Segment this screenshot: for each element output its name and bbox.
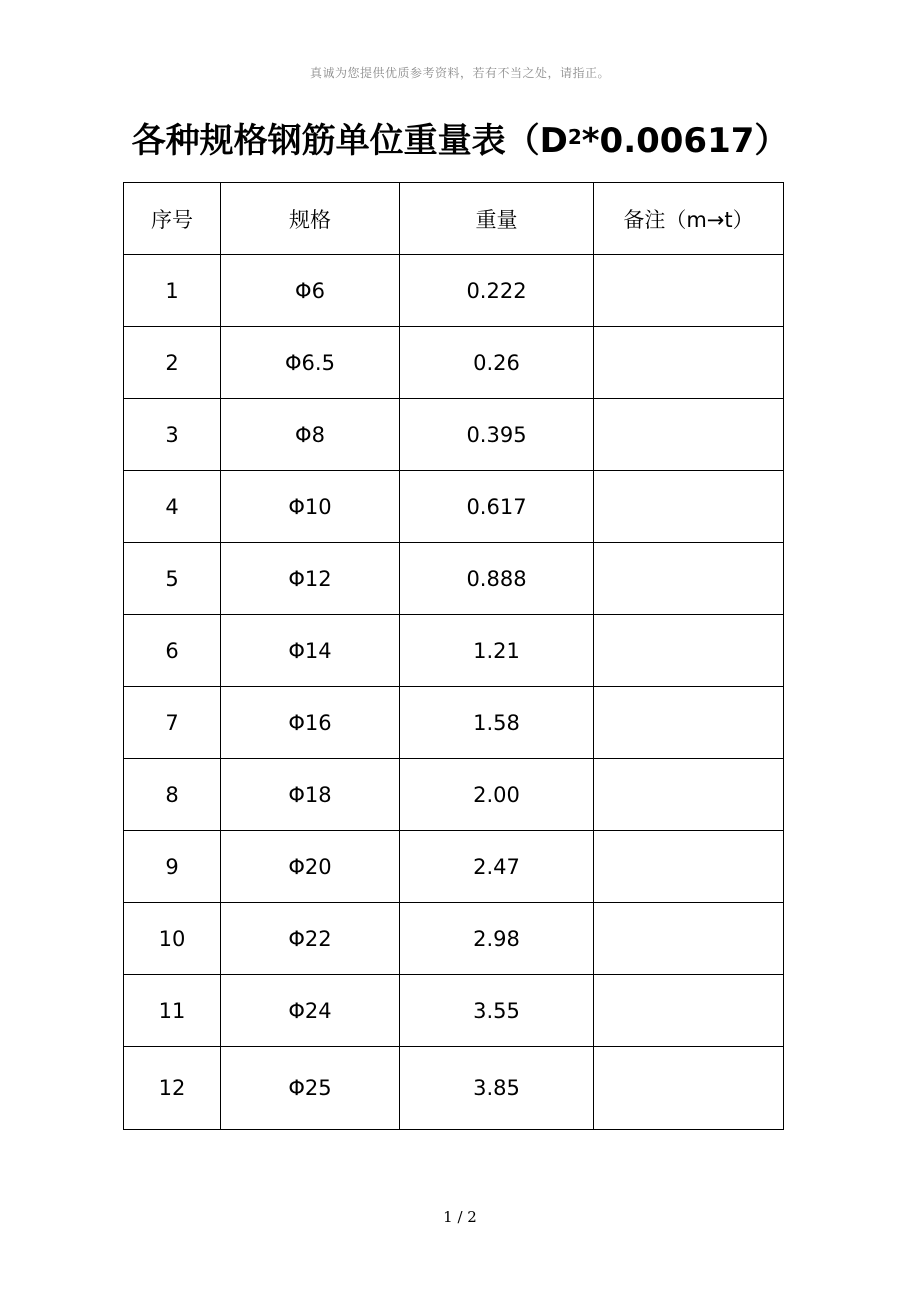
cell-no: 8 <box>124 759 221 831</box>
cell-spec: Φ24 <box>221 975 400 1047</box>
cell-no: 12 <box>124 1047 221 1130</box>
cell-note <box>594 399 784 471</box>
title-main: 各种规格钢筋单位重量表（D <box>131 121 568 161</box>
cell-no: 5 <box>124 543 221 615</box>
rebar-weight-table <box>123 182 784 1130</box>
table-header-row <box>124 183 784 255</box>
cell-note <box>594 615 784 687</box>
header-weight: 重量 <box>400 183 594 255</box>
table-row <box>124 327 784 399</box>
cell-weight: 3.55 <box>400 975 594 1047</box>
cell-no: 6 <box>124 615 221 687</box>
cell-weight: 3.85 <box>400 1047 594 1130</box>
header-spec: 规格 <box>221 183 400 255</box>
cell-weight: 1.58 <box>400 687 594 759</box>
cell-no: 10 <box>124 903 221 975</box>
table-row <box>124 1047 784 1130</box>
cell-no: 3 <box>124 399 221 471</box>
header-no: 序号 <box>124 183 221 255</box>
cell-no: 1 <box>124 255 221 327</box>
cell-no: 2 <box>124 327 221 399</box>
cell-note <box>594 255 784 327</box>
cell-weight: 0.395 <box>400 399 594 471</box>
table-row <box>124 759 784 831</box>
cell-weight: 2.00 <box>400 759 594 831</box>
cell-spec: Φ20 <box>221 831 400 903</box>
cell-spec: Φ6 <box>221 255 400 327</box>
table-row <box>124 831 784 903</box>
cell-note <box>594 759 784 831</box>
cell-spec: Φ22 <box>221 903 400 975</box>
cell-weight: 0.888 <box>400 543 594 615</box>
cell-weight: 2.98 <box>400 903 594 975</box>
cell-note <box>594 975 784 1047</box>
cell-spec: Φ6.5 <box>221 327 400 399</box>
cell-note <box>594 543 784 615</box>
cell-weight: 0.222 <box>400 255 594 327</box>
table-row <box>124 975 784 1047</box>
title-suffix: *0.00617） <box>581 121 789 161</box>
cell-spec: Φ16 <box>221 687 400 759</box>
table-row <box>124 903 784 975</box>
cell-weight: 0.26 <box>400 327 594 399</box>
table-row <box>124 255 784 327</box>
header-note: 真诚为您提供优质参考资料，若有不当之处，请指正。 <box>309 66 610 80</box>
cell-weight: 2.47 <box>400 831 594 903</box>
page-number: 1 / 2 <box>443 1208 477 1226</box>
table-row <box>124 615 784 687</box>
page-title <box>0 118 920 164</box>
cell-no: 4 <box>124 471 221 543</box>
cell-weight: 1.21 <box>400 615 594 687</box>
cell-spec: Φ10 <box>221 471 400 543</box>
cell-no: 7 <box>124 687 221 759</box>
cell-note <box>594 687 784 759</box>
cell-note <box>594 1047 784 1130</box>
cell-spec: Φ8 <box>221 399 400 471</box>
cell-note <box>594 327 784 399</box>
cell-spec: Φ12 <box>221 543 400 615</box>
cell-weight: 0.617 <box>400 471 594 543</box>
table-row <box>124 687 784 759</box>
cell-no: 11 <box>124 975 221 1047</box>
cell-spec: Φ14 <box>221 615 400 687</box>
table-row <box>124 399 784 471</box>
cell-no: 9 <box>124 831 221 903</box>
cell-note <box>594 471 784 543</box>
table-row <box>124 471 784 543</box>
cell-spec: Φ25 <box>221 1047 400 1130</box>
table-row <box>124 543 784 615</box>
cell-spec: Φ18 <box>221 759 400 831</box>
cell-note <box>594 831 784 903</box>
header-note: 备注（m→t） <box>594 183 784 255</box>
title-superscript: 2 <box>567 125 582 149</box>
cell-note <box>594 903 784 975</box>
